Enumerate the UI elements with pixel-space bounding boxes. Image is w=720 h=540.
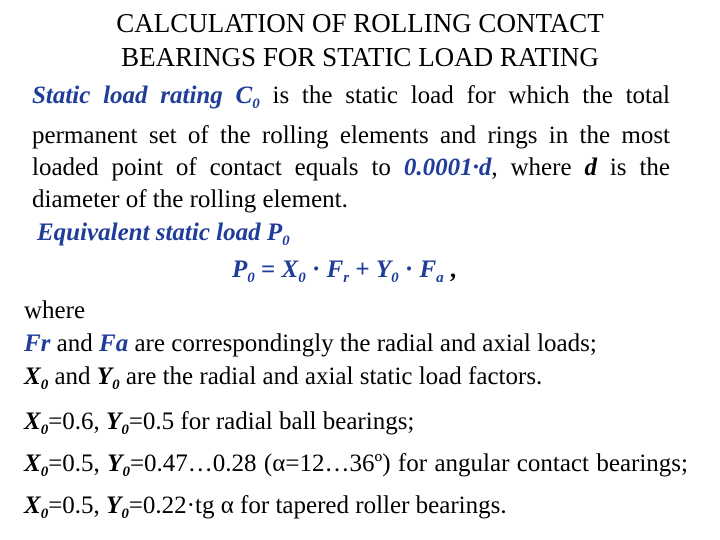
case-radial-ball: $X_0=0.6$, $Y_0=0.5$ for radial ball bearings; (24, 408, 415, 438)
title-line-2: BEARINGS FOR STATIC LOAD RATING (121, 42, 599, 72)
definition-text-3: is the diameter of the rolling element. (32, 154, 670, 213)
loads-line: Fr and Fa are correspondingly the radial and axial loads; (24, 330, 597, 357)
slide-title (0, 6, 720, 74)
load-factor-cases (24, 405, 688, 531)
definition-text-1: is the static load for which the total permanent set of the rolling elements and rings in the most loaded point of contact equals to (32, 82, 671, 181)
title-line-1: CALCULATION OF ROLLING CONTACT (116, 8, 604, 38)
definition-term: Static load rating $C_0$ (32, 82, 260, 112)
deformation-value: 0.0001·d (403, 154, 492, 181)
equivalent-load-formula: $P_0 = X_0 \cdot F_r + Y_0 \cdot F_a$ , (232, 256, 457, 286)
formula-explanation (24, 294, 694, 402)
diameter-variable: d (584, 154, 597, 181)
static-load-rating-definition (32, 80, 670, 216)
case-tapered-roller: $X_0=0.5$, $Y_0=0.22\cdot tg$ α for tapered roller bearings. (24, 492, 507, 522)
factors-line: $X_0$ and $Y_0$ are the radial and axial static load factors. (24, 363, 543, 393)
definition-text-2: , where (491, 154, 585, 181)
where-label: where (24, 297, 86, 324)
case-angular-contact: $X_0=0.5$, $Y_0=0.47\dots 0.28$ (α=12…36º) for angular contact bearings; (24, 450, 688, 480)
equivalent-load-heading: Equivalent static load $P_0$ (37, 219, 290, 249)
